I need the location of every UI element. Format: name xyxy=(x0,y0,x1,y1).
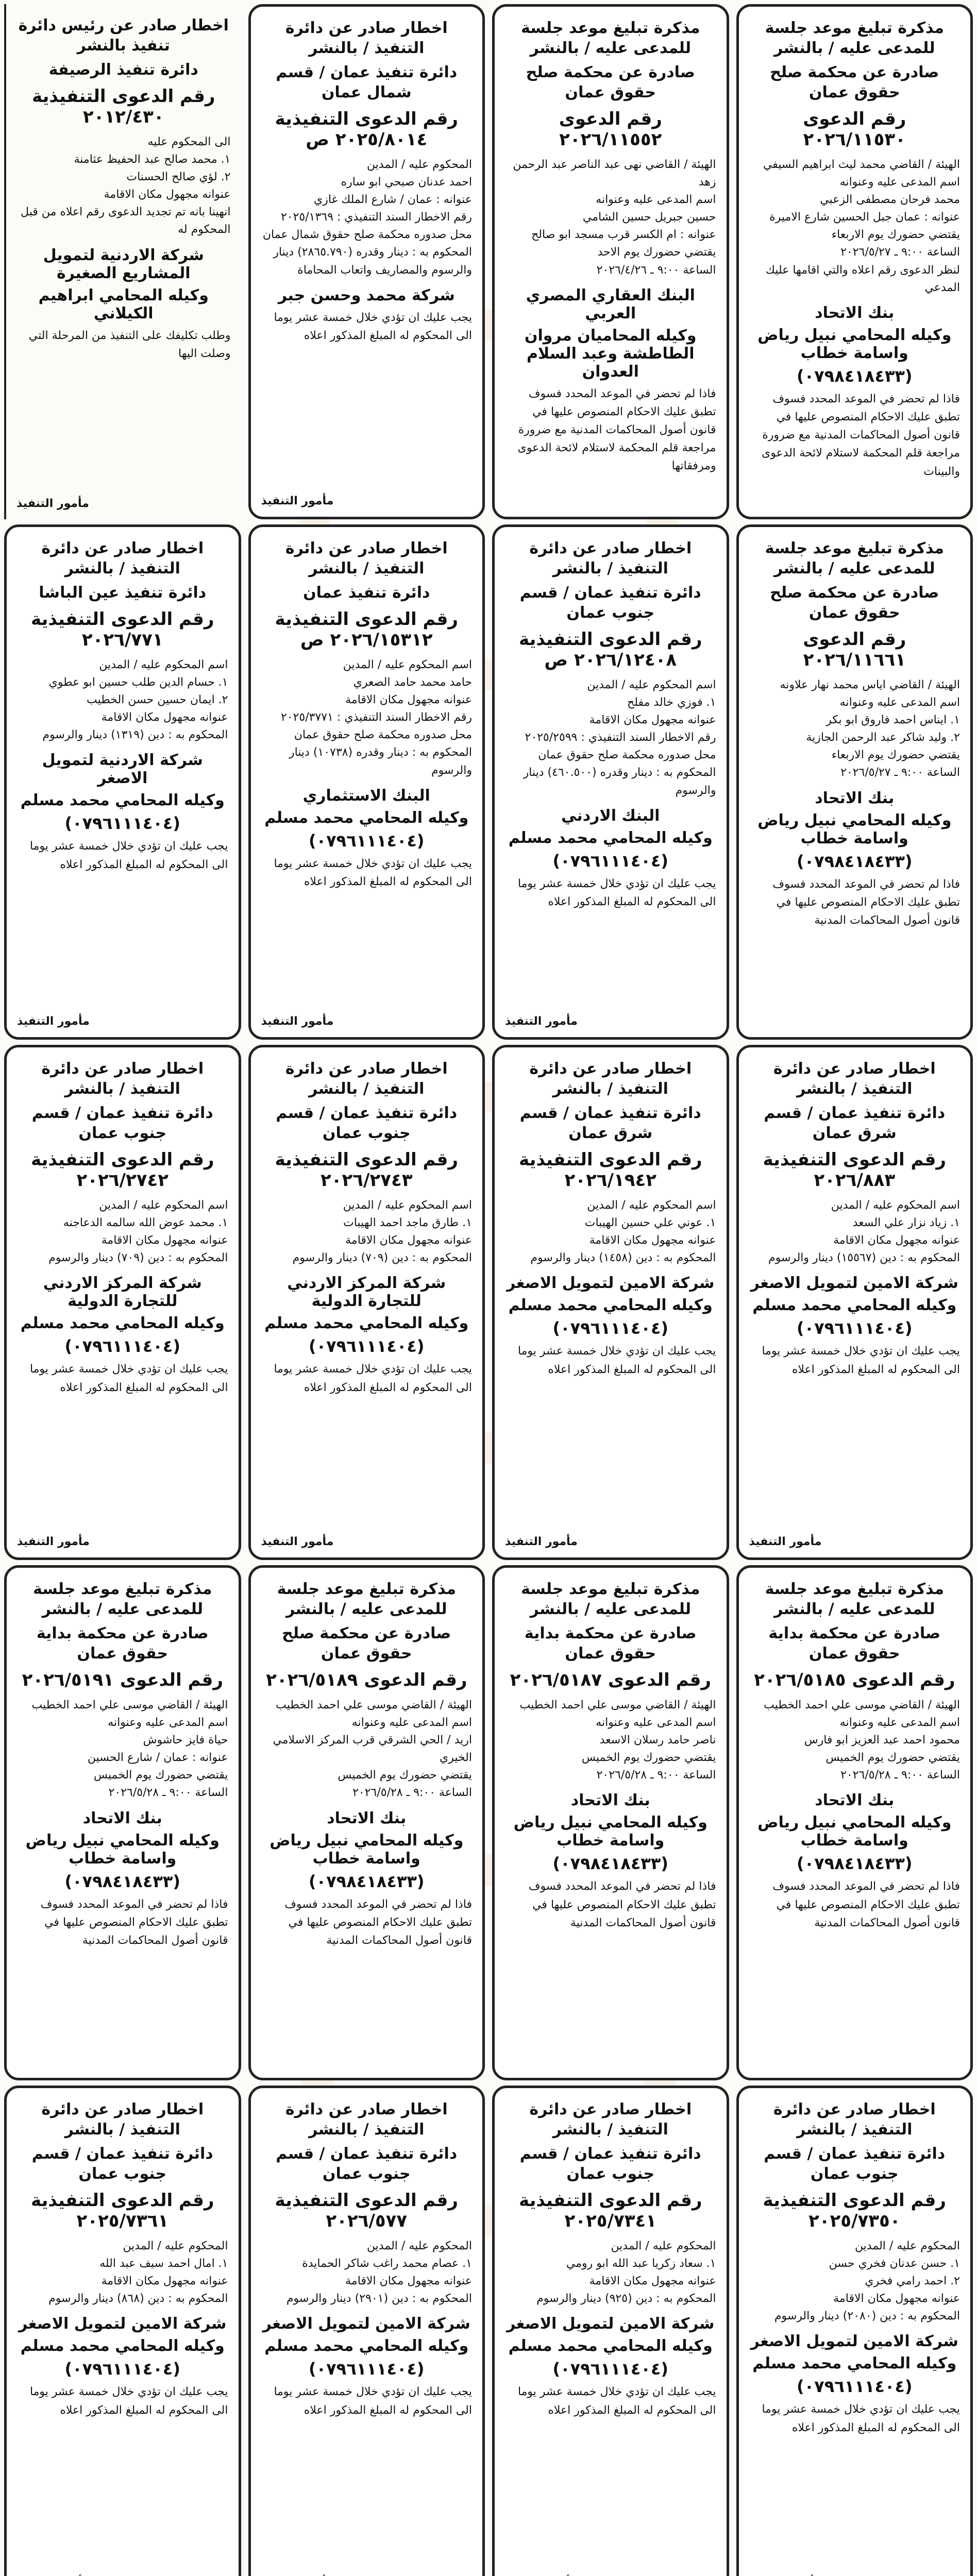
notice-line: المحكوم عليه / المدين xyxy=(611,2240,716,2252)
notice-line: ١. حسن عدنان فخري حسن xyxy=(829,2257,960,2270)
notice-signature: مأمور التنفيذ xyxy=(16,497,89,510)
notice-case-number: رقم الدعوى التنفيذية ٢٠٢٦/١٩٤٢ xyxy=(519,1149,702,1191)
notice-body: يجب عليك ان تؤدي خلال خمسة عشر يوما الى المحكوم له المبلغ المذكور اعلاه xyxy=(29,2385,228,2417)
notice-lawyer: وكيله المحامي محمد مسلم xyxy=(508,828,713,847)
legal-notice xyxy=(248,1045,485,1560)
notice-case-number: رقم الدعوى التنفيذية ٢٠١٢/٤٣٠ xyxy=(32,86,215,127)
notice-line: ١. طارق ماجد احمد الهيبات xyxy=(343,1216,472,1230)
legal-notice xyxy=(736,1565,973,2080)
notice-line: اسم المحكوم عليه / المدين xyxy=(831,1199,960,1212)
notice-body: فاذا لم تحضر في الموعد المحدد فسوف تطبق عليك الاحكام المنصوص عليها في قانون أصول المحاكمات المدنية xyxy=(284,1897,472,1947)
notice-details xyxy=(261,1197,473,1267)
notice-line: رقم الاخطار السند التنفيذي : ٢٠٢٥/١٣٦٩ xyxy=(280,211,472,224)
notice-line: المحكوم عليه / المدين xyxy=(366,2240,472,2252)
notice-line: الهيئة / القاضي موسى علي احمد الخطيب xyxy=(519,1699,716,1711)
notice-details xyxy=(749,156,961,297)
notice-title: اخطار صادر عن دائرة التنفيذ / بالنشر xyxy=(285,19,448,57)
notice-line: عنوانه : عمان / شارع الملك غازي xyxy=(314,193,472,207)
notice-party: شركة المركز الاردني للتجارة الدولية xyxy=(287,1274,446,1311)
notice-lawyer: وكيله المحامي ابراهيم الكيلاني xyxy=(38,286,209,323)
legal-notice xyxy=(492,4,729,519)
notice-lawyer: وكيله المحامي محمد مسلم xyxy=(264,2337,469,2355)
notice-party: شركة محمد وحسن جبر xyxy=(278,286,455,304)
notice-line: حياة فايز حاشوش xyxy=(143,1734,228,1747)
notice-line: المحكوم به : دينار وقدره (٢٨٦٥.٧٩٠) دينار والرسوم والمصاريف واتعاب المحاماة xyxy=(273,246,472,277)
notice-party: البنك العقاري المصري العربي xyxy=(526,286,695,323)
notice-court: صادرة عن محكمة بداية حقوق عمان xyxy=(768,1624,941,1663)
notice-court: دائرة تنفيذ عمان / قسم شرق عمان xyxy=(519,1104,701,1142)
notice-line: ١. عصام محمد راغب شاكر الحمايدة xyxy=(302,2257,472,2270)
notice-line: اسم المدعى عليه وعنوانه xyxy=(108,1716,228,1730)
notice-party: البنك الاستثماري xyxy=(302,786,430,805)
notice-court: دائرة تنفيذ الرصيفة xyxy=(48,61,198,79)
notice-signature: مأمور التنفيذ xyxy=(505,1015,578,1028)
notice-party: شركة الامين لتمويل الاصغر xyxy=(507,1274,715,1293)
legal-notice xyxy=(4,1045,241,1560)
notice-party: بنك الاتحاد xyxy=(815,303,895,322)
notice-line: ١. حسام الدين طلب حسين ابو عطوي xyxy=(48,676,228,689)
notice-body: يجب عليك ان تؤدي خلال خمسة عشر يوما الى المحكوم له المبلغ المذكور اعلاه xyxy=(517,877,716,908)
notice-line: عنوانه مجهول مكان الاقامة xyxy=(345,1234,472,1247)
notice-line: عنوانه مجهول مكان الاقامة xyxy=(589,2275,716,2288)
notice-line: الهيئة / القاضي محمد ليث ابراهيم السيفي xyxy=(763,158,960,171)
notice-body: يجب عليك ان تؤدي خلال خمسة عشر يوما الى المحكوم له المبلغ المذكور اعلاه xyxy=(762,2403,960,2434)
notice-details xyxy=(505,676,716,800)
notice-line: عنوانه : ام الكسر قرب مسجد ابو صالح xyxy=(531,228,716,242)
notice-line: احمد عدنان صبحي ابو ساره xyxy=(341,176,472,189)
notice-body: فاذا لم تحضر في الموعد المحدد فسوف تطبق عليك الاحكام المنصوص عليها في قانون أصول المحاكمات المدنية مع ضرورة مراجعة قلم المحكمة لاستلام لائحة الدعوى ومرفقاتها xyxy=(517,387,716,473)
notice-line: الساعة ٩:٠٠ ـ ٢٠٢٦/٤/٢٦ xyxy=(596,263,716,277)
notice-details xyxy=(17,1197,228,1267)
notice-line: ١. محمد عوض الله سالمه الدعاجنه xyxy=(63,1216,228,1230)
notice-title: مذكرة تبليغ موعد جلسة للمدعى عليه / بالنشر xyxy=(765,1580,944,1618)
legal-notice xyxy=(248,2086,485,2576)
notice-title: اخطار صادر عن دائرة التنفيذ / بالنشر xyxy=(41,539,204,578)
notice-line: ١. محمد صالح عبد الحفيظ عثامنة xyxy=(74,153,231,166)
notice-title: مذكرة تبليغ موعد جلسة للمدعى عليه / بالنشر xyxy=(765,539,944,578)
notice-phone: (٠٧٩٦١١١٤٠٤) xyxy=(796,1318,913,1338)
notice-line: الساعة ٩:٠٠ ـ ٢٠٢٦/٥/٢٨ xyxy=(352,1786,472,1800)
notice-case-number: رقم الدعوى التنفيذية ٢٠٢٥/٧٣٥٠ xyxy=(763,2190,946,2231)
notice-line: المحكوم به : دين (٧٠٩) دينار والرسوم xyxy=(292,1251,472,1265)
notice-phone: (٠٧٩٦١١١٤٠٤) xyxy=(308,1336,425,1357)
notice-line: عنوانه مجهول مكان الاقامة xyxy=(345,2275,472,2288)
notice-title: مذكرة تبليغ موعد جلسة للمدعى عليه / بالنشر xyxy=(277,1580,456,1618)
notice-line: محل صدوره محكمة صلح حقوق عمان xyxy=(538,749,716,762)
notice-case-number: رقم الدعوى ٢٠٢٦/٥١٨٥ xyxy=(754,1670,955,1690)
notice-body: فاذا لم تحضر في الموعد المحدد فسوف تطبق عليك الاحكام المنصوص عليها في قانون أصول المحاكمات المدنية مع ضرورة مراجعة قلم المحكمة لاستلام لائحة الدعوى والبينات xyxy=(762,392,960,478)
notice-lawyer: وكيله المحامي نبيل رياض واسامة خطاب xyxy=(269,1831,464,1868)
notice-body: يجب عليك ان تؤدي خلال خمسة عشر يوما الى المحكوم له المبلغ المذكور اعلاه xyxy=(274,2385,472,2417)
notice-line: الهيئة / القاضي موسى علي احمد الخطيب xyxy=(31,1699,228,1711)
notice-line: عنوانه مجهول مكان الاقامة xyxy=(589,1234,716,1247)
notice-line: رقم الاخطار السند التنفيذي : ٢٠٢٥/٣٧٧١ xyxy=(280,711,472,724)
notice-lawyer: وكيله المحامي نبيل رياض واسامة خطاب xyxy=(25,1831,220,1868)
notice-court: دائرة تنفيذ عمان / قسم جنوب عمان xyxy=(764,2145,946,2183)
notice-line: المحكوم به : دين (١٤٥٨) دينار والرسوم xyxy=(530,1251,716,1265)
notice-phone: (٠٧٩٨٤١٨٤٣٣) xyxy=(796,1854,913,1874)
notice-signature: مأمور التنفيذ xyxy=(17,1535,90,1548)
notice-lawyer: وكيله المحامي محمد مسلم xyxy=(264,808,469,827)
notice-line: عنوانه : عمان جبل الحسين شارع الاميرة xyxy=(769,211,960,224)
notice-court: دائرة تنفيذ عين الباشا xyxy=(39,584,207,602)
notice-party: شركة الامين لتمويل الاصغر xyxy=(19,2315,227,2333)
notice-phone: (٠٧٩٦١١١٤٠٤) xyxy=(64,1336,181,1357)
notice-party: شركة المركز الاردني للتجارة الدولية xyxy=(43,1274,202,1311)
notice-line: الهيئة / القاضي نهى عبد الناصر عبد الرحمن زهد xyxy=(513,158,716,189)
notice-details xyxy=(505,1697,716,1784)
notice-line: المحكوم به : دين (٩٢٥) دينار والرسوم xyxy=(536,2292,716,2306)
notice-lawyer: وكيله المحامي محمد مسلم xyxy=(20,791,225,810)
notice-phone: (٠٧٩٨٤١٨٤٣٣) xyxy=(796,366,913,386)
notice-line: اسم المدعى عليه وعنوانه xyxy=(596,1716,716,1730)
notice-line: اسم المحكوم عليه / المدين xyxy=(587,679,716,691)
notice-line: الساعة ٩:٠٠ ـ ٢٠٢٦/٥/٢٨ xyxy=(108,1786,228,1800)
notice-line: ٢. ايمان حسين حسن الخطيب xyxy=(87,693,228,707)
notice-details xyxy=(261,1697,473,1802)
notice-court: دائرة تنفيذ عمان / قسم جنوب عمان xyxy=(276,2145,458,2183)
notices-grid xyxy=(4,4,973,2576)
notice-line: ١. عوني علي حسين الهيبات xyxy=(584,1216,716,1230)
notice-party: بنك الاتحاد xyxy=(815,1791,895,1810)
notice-court: صادرة عن محكمة صلح حقوق عمان xyxy=(526,63,695,101)
legal-notice xyxy=(4,524,241,1040)
legal-notice xyxy=(4,2086,241,2576)
notice-line: لنظر الدعوى رقم اعلاه والتي اقامها عليك المدعي xyxy=(765,263,960,294)
notice-details xyxy=(505,2238,716,2308)
notice-lawyer: وكيله المحامي نبيل رياض واسامة خطاب xyxy=(757,1814,952,1850)
notice-line: المحكوم به : دين (٨٦٨) دينار والرسوم xyxy=(48,2292,228,2306)
notice-line: ١. ايناس احمد فاروق ابو بكر xyxy=(826,714,960,727)
notice-line: يقتضي حضورك يوم الاربعاء xyxy=(831,228,960,242)
notice-line: اسم المحكوم عليه / المدين xyxy=(99,658,228,671)
legal-notice xyxy=(492,1565,729,2080)
notice-signature: مأمور التنفيذ xyxy=(17,1015,90,1028)
notice-court: صادرة عن محكمة صلح حقوق عمان xyxy=(770,584,939,622)
notice-party: بنك الاتحاد xyxy=(570,1791,650,1810)
notice-line: محل صدوره محكمة صلح حقوق شمال عمان xyxy=(262,228,472,242)
legal-notice xyxy=(492,2086,729,2576)
notice-line: يقتضي حضورك يوم الاربعاء xyxy=(831,749,960,762)
notice-body: يجب عليك ان تؤدي خلال خمسة عشر يوما الى المحكوم له المبلغ المذكور اعلاه xyxy=(762,1345,960,1376)
notice-details xyxy=(749,2238,961,2325)
legal-notice xyxy=(736,1045,973,1560)
notice-line: حسين جبريل حسين الشامي xyxy=(582,211,716,224)
notice-party: شركة الاردنية لتمويل المشاريع الصغيرة xyxy=(43,246,204,282)
notice-party: شركة الامين لتمويل الاصغر xyxy=(750,1274,958,1293)
notice-line: المحكوم به : دين (١٥٥٦٧) دينار والرسوم xyxy=(768,1251,960,1265)
notice-line: ١. زياد نزار علي السعد xyxy=(852,1216,960,1230)
notice-line: الساعة ٩:٠٠ ـ ٢٠٢٦/٥/٢٨ xyxy=(840,1769,960,1782)
notice-line: انهينا بانه تم تجديد الدعوى رقم اعلاه من قبل المحكوم له xyxy=(21,206,231,236)
notice-body: يجب عليك ان تؤدي خلال خمسة عشر يوما الى المحكوم له المبلغ المذكور اعلاه xyxy=(274,311,472,342)
notice-line: محمد فرحان مصطفى الزعبي xyxy=(820,193,960,207)
notice-case-number: رقم الدعوى التنفيذية ٢٠٢٦/٥٧٧ xyxy=(275,2190,458,2231)
notice-title: اخطار صادر عن دائرة التنفيذ / بالنشر xyxy=(285,2100,448,2139)
notice-line: عنوانه مجهول مكان الاقامة xyxy=(833,1234,960,1247)
notice-lawyer: وكيله المحامي محمد مسلم xyxy=(752,2354,957,2373)
notice-line: اسم المدعى عليه وعنوانه xyxy=(839,1716,960,1730)
notice-court: دائرة تنفيذ عمان / قسم جنوب عمان xyxy=(519,2145,701,2183)
notice-title: اخطار صادر عن دائرة التنفيذ / بالنشر xyxy=(773,2100,936,2139)
notice-line: ٢. احمد رامي فخري xyxy=(865,2275,960,2288)
notice-court: صادرة عن محكمة صلح حقوق عمان xyxy=(770,63,939,101)
notice-line: اسم المدعى عليه وعنوانه xyxy=(596,193,716,207)
notice-line: الساعة ٩:٠٠ ـ ٢٠٢٦/٥/٢٧ xyxy=(840,766,960,779)
notice-line: المحكوم به : دين (٢٠٨٠) دينار والرسوم xyxy=(774,2310,960,2323)
notice-case-number: رقم الدعوى التنفيذية ٢٠٢٥/٨٠١٤ ص xyxy=(275,109,458,150)
notice-phone: (٠٧٩٨٤١٨٤٣٣) xyxy=(552,1854,669,1874)
notice-line: عنوانه مجهول مكان الاقامة xyxy=(101,711,228,724)
notice-lawyer: وكيله المحامي محمد مسلم xyxy=(20,1314,225,1333)
notice-line: يقتضي حضورك يوم الاحد xyxy=(597,246,716,259)
notice-phone: (٠٧٩٨٤١٨٤٣٣) xyxy=(64,1871,181,1891)
notice-line: يقتضي حضورك يوم الخميس xyxy=(93,1769,228,1782)
legal-notice xyxy=(4,4,241,519)
notice-body: فاذا لم تحضر في الموعد المحدد فسوف تطبق عليك الاحكام المنصوص عليها في قانون أصول المحاكمات المدنية xyxy=(772,1880,960,1929)
notice-line: ١. سعاد زكريا عبد الله ابو رومي xyxy=(566,2257,716,2270)
notice-line: الى المحكوم عليه xyxy=(147,135,231,148)
notice-phone: (٠٧٩٦١١١٤٠٤) xyxy=(796,2377,913,2397)
legal-notice xyxy=(248,1565,485,2080)
notice-body: يجب عليك ان تؤدي خلال خمسة عشر يوما الى المحكوم له المبلغ المذكور اعلاه xyxy=(29,1363,228,1394)
notice-line: الهيئة / القاضي اياس محمد نهار علاونه xyxy=(780,679,960,691)
notice-party: البنك الاردني xyxy=(561,806,660,825)
notice-details xyxy=(261,656,473,779)
notice-signature: مأمور التنفيذ xyxy=(261,1535,334,1548)
notice-case-number: رقم الدعوى التنفيذية ٢٠٢٥/٧٣٤١ xyxy=(519,2190,702,2231)
notice-body: فاذا لم تحضر في الموعد المحدد فسوف تطبق عليك الاحكام المنصوص عليها في قانون أصول المحاكمات المدنية xyxy=(528,1880,716,1929)
notice-phone: (٠٧٩٦١١١٤٠٤) xyxy=(552,1318,669,1338)
notice-lawyer: وكيله المحامي محمد مسلم xyxy=(752,1296,957,1315)
notice-signature: مأمور التنفيذ xyxy=(261,1015,334,1028)
notice-line: المحكوم عليه / المدين xyxy=(366,158,472,171)
notice-details xyxy=(16,133,231,239)
notice-party: شركة الامين لتمويل الاصغر xyxy=(507,2315,715,2333)
notice-lawyer: وكيله المحامي محمد مسلم xyxy=(508,2337,713,2355)
notice-title: اخطار صادر عن دائرة التنفيذ / بالنشر xyxy=(529,2100,692,2139)
notice-phone: (٠٧٩٨٤١٨٤٣٣) xyxy=(796,851,913,871)
notice-case-number: رقم الدعوى التنفيذية ٢٠٢٦/٢٧٤٣ xyxy=(275,1149,458,1191)
notice-case-number: رقم الدعوى ٢٠٢٦/٥١٨٩ xyxy=(266,1670,467,1690)
notice-line: عنوانه مجهول مكان الاقامة xyxy=(101,2275,228,2288)
notice-line: محل صدوره محكمة صلح حقوق عمان xyxy=(294,728,472,742)
notice-title: مذكرة تبليغ موعد جلسة للمدعى عليه / بالنشر xyxy=(33,1580,212,1618)
notice-line: المحكوم به : دين (١٣١٩) دينار والرسوم xyxy=(42,728,228,742)
notice-line: عنوانه مجهول مكان الاقامة xyxy=(101,1234,228,1247)
notice-line: عنوانه مجهول مكان الاقامة xyxy=(345,693,472,707)
notice-phone: (٠٧٩٦١١١٤٠٤) xyxy=(308,2359,425,2379)
notice-phone: (٠٧٩٦١١١٤٠٤) xyxy=(552,851,669,871)
notice-court: دائرة تنفيذ عمان / قسم شمال عمان xyxy=(276,63,458,101)
notice-line: ٢. لؤي صالح الحسنات xyxy=(126,171,231,184)
notice-body: يجب عليك ان تؤدي خلال خمسة عشر يوما الى المحكوم له المبلغ المذكور اعلاه xyxy=(29,840,228,871)
notice-line: يقتضي حضورك يوم الخميس xyxy=(581,1751,716,1765)
notice-line: عنوانه مجهول مكان الاقامة xyxy=(833,2292,960,2306)
notice-lawyer: وكيله المحامي محمد مسلم xyxy=(20,2337,225,2355)
notice-case-number: رقم الدعوى التنفيذية ٢٠٢٦/١٢٤٠٨ ص xyxy=(519,629,702,670)
notice-case-number: رقم الدعوى التنفيذية ٢٠٢٦/١٥٣١٢ ص xyxy=(275,609,458,650)
notice-line: المحكوم عليه / المدين xyxy=(123,2240,228,2252)
notice-title: مذكرة تبليغ موعد جلسة للمدعى عليه / بالنشر xyxy=(521,19,700,57)
notice-line: الساعة ٩:٠٠ ـ ٢٠٢٦/٥/٢٨ xyxy=(596,1769,716,1782)
notice-title: اخطار صادر عن رئيس دائرة تنفيذ بالنشر xyxy=(18,16,229,55)
notice-line: ٢. وليد شاكر عبد الرحمن الجازية xyxy=(806,731,960,744)
notice-line: اسم المحكوم عليه / المدين xyxy=(343,1199,472,1212)
notice-body: يجب عليك ان تؤدي خلال خمسة عشر يوما الى المحكوم له المبلغ المذكور اعلاه xyxy=(274,857,472,888)
notice-signature: مأمور التنفيذ xyxy=(261,495,334,507)
notice-case-number: رقم الدعوى التنفيذية ٢٠٢٦/٨٨٣ xyxy=(763,1149,946,1191)
notice-body: فاذا لم تحضر في الموعد المحدد فسوف تطبق عليك الاحكام المنصوص عليها في قانون أصول المحاكمات المدنية xyxy=(40,1897,228,1947)
notice-details xyxy=(505,156,716,279)
notice-party: شركة الاردنية لتمويل الاصغر xyxy=(42,751,203,788)
notice-court: صادرة عن محكمة بداية حقوق عمان xyxy=(524,1624,697,1663)
notice-body: وطلب تكليفك على التنفيذ من المرحلة التي وصلت اليها xyxy=(28,329,231,360)
notice-line: اسم المدعى عليه وعنوانه xyxy=(839,176,960,189)
notice-line: المحكوم به : دينار وقدره (٤٦٠.٥٠٠) دينار والرسوم xyxy=(523,766,716,797)
notice-line: ١. امال احمد سيف عبد الله xyxy=(99,2257,228,2270)
notice-details xyxy=(261,156,473,279)
notice-line: عنوانه مجهول مكان الاقامة xyxy=(104,188,231,201)
notice-line: اسم المحكوم عليه / المدين xyxy=(99,1199,228,1212)
notice-case-number: رقم الدعوى التنفيذية ٢٠٢٦/٢٧٤٢ xyxy=(31,1149,214,1191)
notice-body: يجب عليك ان تؤدي خلال خمسة عشر يوما الى المحكوم له المبلغ المذكور اعلاه xyxy=(517,2385,716,2417)
notice-title: اخطار صادر عن دائرة التنفيذ / بالنشر xyxy=(773,1060,936,1098)
notice-case-number: رقم الدعوى التنفيذية ٢٠٢٦/٧٧١ xyxy=(31,609,214,650)
notice-party: بنك الاتحاد xyxy=(327,1809,407,1827)
notice-phone: (٠٧٩٦١١١٤٠٤) xyxy=(64,814,181,834)
notice-court: دائرة تنفيذ عمان / قسم جنوب عمان xyxy=(276,1104,458,1142)
notice-line: عنوانه مجهول مكان الاقامة xyxy=(589,714,716,727)
notice-court: دائرة تنفيذ عمان / قسم جنوب عمان xyxy=(31,2145,213,2183)
notice-party: بنك الاتحاد xyxy=(82,1809,162,1827)
notice-court: دائرة تنفيذ عمان / قسم جنوب عمان xyxy=(31,1104,213,1142)
legal-notice xyxy=(248,4,485,519)
notice-body: يجب عليك ان تؤدي خلال خمسة عشر يوما الى المحكوم له المبلغ المذكور اعلاه xyxy=(274,1363,472,1394)
notice-line: حامد محمد حامد الصعري xyxy=(353,676,472,689)
legal-notice xyxy=(492,524,729,1040)
notice-line: المحكوم به : دينار وقدره (١٠٧٣٨) دينار والرسوم xyxy=(289,746,472,777)
legal-notice xyxy=(736,524,973,1040)
notice-line: المحكوم عليه / المدين xyxy=(854,2240,960,2252)
notice-court: دائرة تنفيذ عمان xyxy=(303,584,430,602)
notice-details xyxy=(505,1197,716,1267)
notice-title: مذكرة تبليغ موعد جلسة للمدعى عليه / بالنشر xyxy=(521,1580,700,1618)
notice-details xyxy=(749,676,961,782)
notice-line: اسم المدعى عليه وعنوانه xyxy=(351,1716,472,1730)
notice-line: الهيئة / القاضي موسى علي احمد الخطيب xyxy=(275,1699,472,1711)
notice-court: دائرة تنفيذ عمان / قسم جنوب عمان xyxy=(519,584,701,622)
notice-details xyxy=(749,1197,961,1267)
legal-notice xyxy=(492,1045,729,1560)
notice-lawyer: وكيله المحامي محمد مسلم xyxy=(264,1314,469,1333)
notice-details xyxy=(17,2238,228,2308)
notice-details xyxy=(749,1697,961,1784)
notice-signature: مأمور التنفيذ xyxy=(505,1535,578,1548)
notice-line: ناصر حامد رسلان الاسعد xyxy=(599,1734,716,1747)
notice-court: صادرة عن محكمة بداية حقوق عمان xyxy=(36,1624,209,1663)
notice-details xyxy=(17,1697,228,1802)
notice-details xyxy=(261,2238,473,2308)
notice-line: يقتضي حضورك يوم الخميس xyxy=(826,1751,960,1765)
notice-case-number: رقم الدعوى ٢٠٢٦/٥١٩١ xyxy=(22,1670,223,1690)
notice-title: اخطار صادر عن دائرة التنفيذ / بالنشر xyxy=(285,1060,448,1098)
notice-phone: (٠٧٩٨٤١٨٤٣٣) xyxy=(308,1871,425,1891)
notice-case-number: رقم الدعوى ٢٠٢٦/١١٦٦١ xyxy=(803,629,906,670)
notice-line: يقتضي حضورك يوم الخميس xyxy=(338,1769,472,1782)
notice-line: عنوانه : عمان / شارع الحسين xyxy=(87,1751,228,1765)
notice-line: رقم الاخطار السند التنفيذي : ٢٠٢٥/٢٥٩٩ xyxy=(525,731,716,744)
notice-court: صادرة عن محكمة صلح حقوق عمان xyxy=(282,1624,451,1663)
notice-lawyer: وكيله المحامي نبيل رياض واسامة خطاب xyxy=(513,1814,708,1850)
notice-phone: (٠٧٩٦١١١٤٠٤) xyxy=(64,2359,181,2379)
notice-body: يجب عليك ان تؤدي خلال خمسة عشر يوما الى المحكوم له المبلغ المذكور اعلاه xyxy=(517,1345,716,1376)
notice-lawyer: وكيله المحاميان مروان الطاطشة وعبد السلام العدوان xyxy=(524,326,697,381)
notice-details xyxy=(17,656,228,744)
notice-case-number: رقم الدعوى ٢٠٢٦/٥١٨٧ xyxy=(510,1670,711,1690)
notice-lawyer: وكيله المحامي محمد مسلم xyxy=(508,1296,713,1315)
notice-title: اخطار صادر عن دائرة التنفيذ / بالنشر xyxy=(41,1060,204,1098)
legal-notice xyxy=(4,1565,241,2080)
notice-line: اسم المدعى عليه وعنوانه xyxy=(839,696,960,709)
notice-line: محمود احمد عبد العزيز ابو فارس xyxy=(804,1734,960,1747)
notice-party: شركة الامين لتمويل الاصغر xyxy=(262,2315,470,2333)
notice-line: الساعة ٩:٠٠ ـ ٢٠٢٦/٥/٢٧ xyxy=(840,246,960,259)
notice-line: اسم المحكوم عليه / المدين xyxy=(587,1199,716,1212)
legal-notice xyxy=(736,4,973,519)
notice-body: فاذا لم تحضر في الموعد المحدد فسوف تطبق عليك الاحكام المنصوص عليها في قانون أصول المحاكمات المدنية xyxy=(772,877,960,927)
notice-line: اريد / الحي الشرقي قرب المركز الاسلامي الخيري xyxy=(273,1734,472,1765)
notice-phone: (٠٧٩٦١١١٤٠٤) xyxy=(552,2359,669,2379)
legal-notice xyxy=(736,2086,973,2576)
notice-title: اخطار صادر عن دائرة التنفيذ / بالنشر xyxy=(41,2100,204,2139)
notice-line: ١. فوزي خالد مفلح xyxy=(627,696,716,709)
notice-line: المحكوم به : دين (٢٩٠١) دينار والرسوم xyxy=(286,2292,472,2306)
notice-title: اخطار صادر عن دائرة التنفيذ / بالنشر xyxy=(529,539,692,578)
notice-signature: مأمور التنفيذ xyxy=(749,1535,822,1548)
notice-phone: (٠٧٩٦١١١٤٠٤) xyxy=(308,831,425,851)
notice-line: اسم المحكوم عليه / المدين xyxy=(343,658,472,671)
notice-line: المحكوم به : دين (٧٠٩) دينار والرسوم xyxy=(48,1251,228,1265)
notice-case-number: رقم الدعوى التنفيذية ٢٠٢٥/٧٣٦١ xyxy=(31,2190,214,2231)
notice-party: بنك الاتحاد xyxy=(815,789,895,807)
notice-case-number: رقم الدعوى ٢٠٢٦/١١٥٥٢ xyxy=(559,109,662,150)
notice-title: مذكرة تبليغ موعد جلسة للمدعى عليه / بالنشر xyxy=(765,19,944,57)
notice-title: اخطار صادر عن دائرة التنفيذ / بالنشر xyxy=(529,1060,692,1098)
notice-title: اخطار صادر عن دائرة التنفيذ / بالنشر xyxy=(285,539,448,578)
notice-lawyer: وكيله المحامي نبيل رياض واسامة خطاب xyxy=(757,811,952,848)
notice-lawyer: وكيله المحامي نبيل رياض واسامة خطاب xyxy=(757,326,952,362)
notice-case-number: رقم الدعوى ٢٠٢٦/١١٥٣٠ xyxy=(803,109,906,150)
legal-notice xyxy=(248,524,485,1040)
notice-party: شركة الامين لتمويل الاصغر xyxy=(750,2332,958,2351)
notice-court: دائرة تنفيذ عمان / قسم شرق عمان xyxy=(764,1104,946,1142)
notice-line: الهيئة / القاضي موسى علي احمد الخطيب xyxy=(763,1699,960,1711)
